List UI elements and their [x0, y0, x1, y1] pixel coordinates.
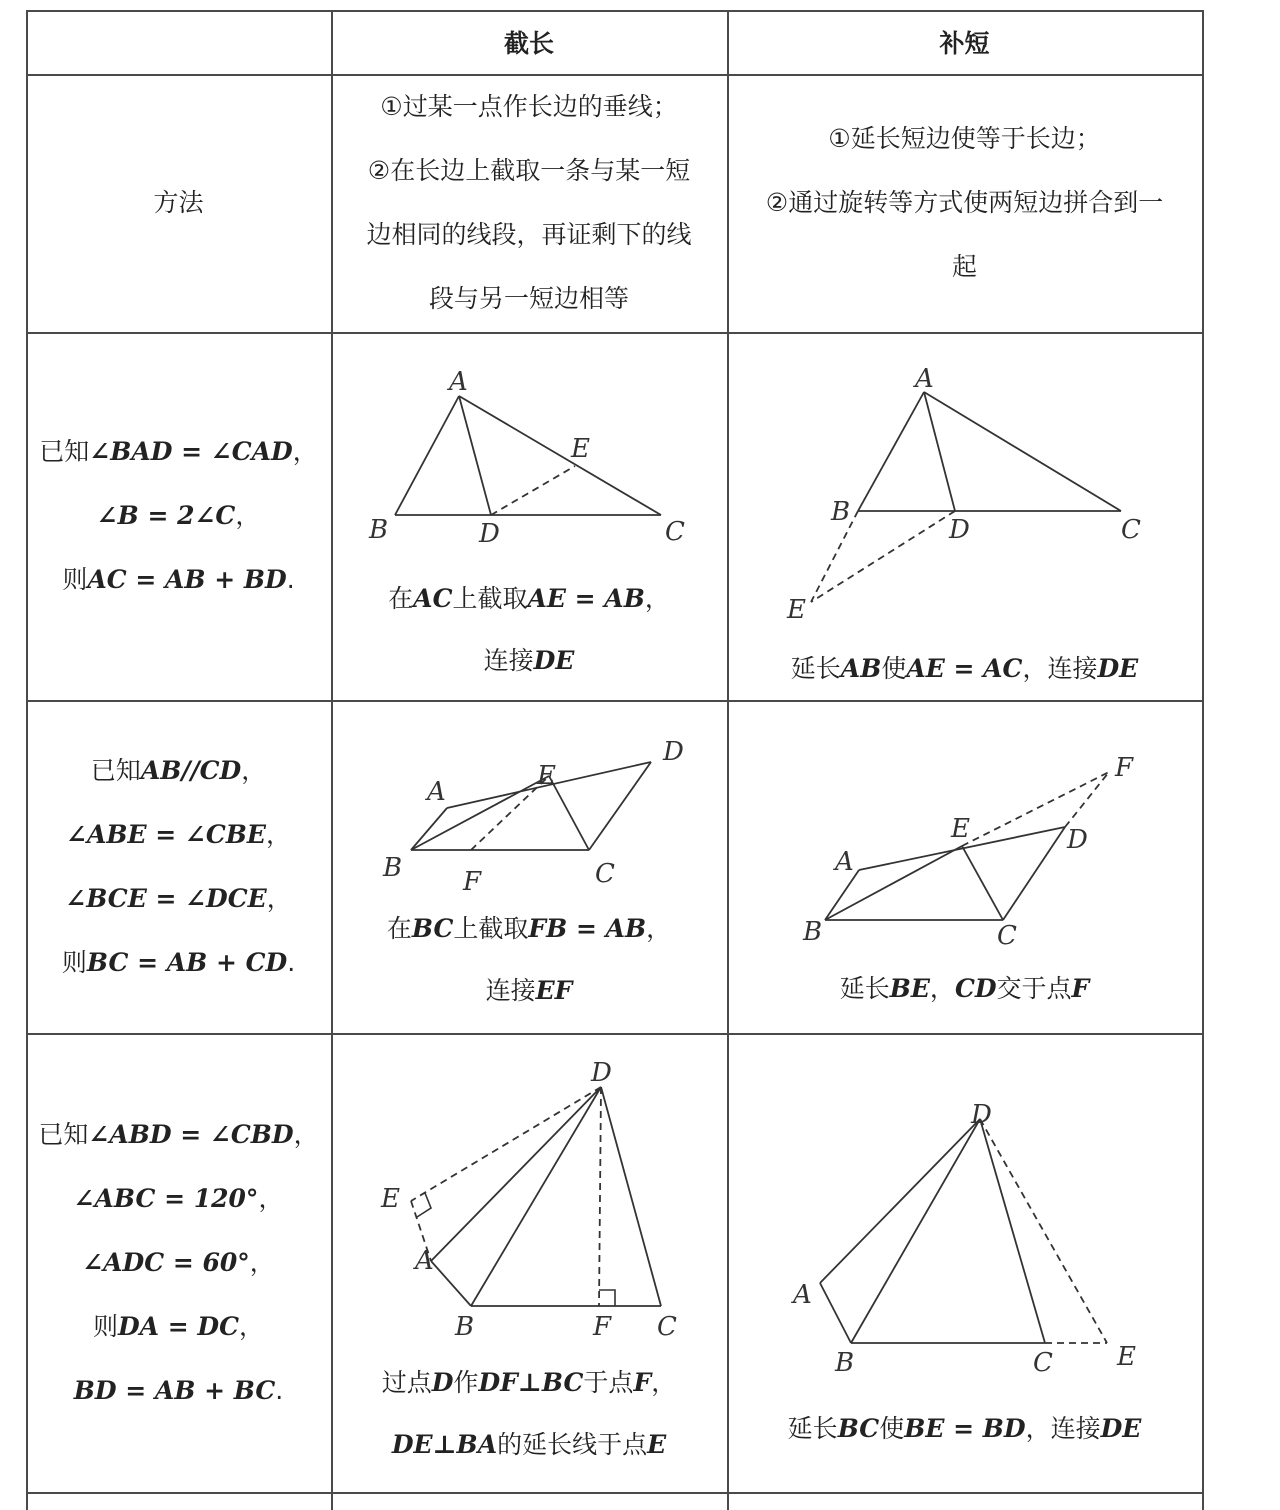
- label-b: B: [803, 917, 823, 947]
- text-line: [62, 548, 294, 612]
- text-fragment: 连接: [483, 646, 534, 675]
- text-fragment: 延长: [839, 974, 890, 1003]
- header-empty: [26, 10, 331, 74]
- segment-dc: [980, 1119, 1045, 1343]
- label-e: E: [787, 595, 806, 625]
- segment-ce: [962, 846, 1003, 920]
- segment-db: [471, 1087, 601, 1306]
- text-fragment: AB//CD: [140, 755, 242, 785]
- text-fragment: 已知: [90, 755, 141, 785]
- label-f: F: [463, 867, 482, 897]
- right-angle-e: [417, 1193, 431, 1217]
- text-fragment: AC: [413, 584, 453, 613]
- text-fragment: AC = AB + BD: [87, 565, 287, 594]
- text-fragment: ∠ABC = 120°: [73, 1183, 259, 1213]
- text-line: [91, 739, 266, 803]
- text-fragment: ，: [235, 501, 261, 530]
- text-fragment: BE = BD: [904, 1414, 1026, 1443]
- text-fragment: E: [647, 1430, 667, 1459]
- text-line: [331, 1414, 727, 1476]
- text-fragment: DF⊥BC: [478, 1368, 584, 1397]
- text-line: [82, 1231, 275, 1295]
- text-fragment: 则: [61, 947, 87, 977]
- text-fragment: 则: [62, 565, 88, 594]
- text-line: [62, 931, 295, 995]
- row1-jiechang-caption: [331, 568, 727, 692]
- segment-dc: [601, 1087, 661, 1306]
- label-d: D: [479, 519, 500, 549]
- text-fragment: DA = DC: [117, 1311, 239, 1341]
- text-line: [331, 960, 727, 1022]
- text-fragment: ∠ABD = ∠CBD: [88, 1119, 294, 1149]
- label-b: B: [835, 1348, 855, 1378]
- label-b: B: [383, 853, 403, 883]
- right-angle-f: [599, 1290, 615, 1306]
- label-c: C: [1033, 1348, 1053, 1378]
- method-line: ②通过旋转等方式使两短边拼合到一: [765, 188, 1164, 217]
- segment-ab: [411, 808, 447, 850]
- text-fragment: CD: [954, 974, 997, 1003]
- text-line: [727, 1398, 1202, 1460]
- text-fragment: 交于点: [996, 974, 1072, 1003]
- row3-buduan-figure: [727, 1033, 1202, 1378]
- text-fragment: ，: [249, 1247, 275, 1277]
- text-fragment: D: [431, 1368, 454, 1397]
- method-line: 边相同的线段，再证剩下的线: [366, 220, 692, 249]
- text-line: [727, 638, 1202, 700]
- segment-ab: [820, 1283, 851, 1343]
- method-label: [26, 74, 331, 332]
- text-fragment: ，: [293, 1119, 319, 1149]
- row1-condition: [26, 332, 331, 700]
- text-line: [66, 803, 291, 867]
- label-d: D: [949, 515, 970, 545]
- text-fragment: DE: [1097, 654, 1139, 683]
- text-fragment: ，: [265, 819, 291, 849]
- text-fragment: .: [286, 565, 295, 594]
- text-fragment: DE: [533, 646, 575, 675]
- text-fragment: F: [633, 1368, 652, 1397]
- method-line: 段与另一短边相等: [428, 284, 629, 313]
- label-b: B: [369, 515, 389, 545]
- label-f: F: [593, 1312, 612, 1342]
- segment-ab: [431, 1261, 471, 1306]
- text-fragment: ，: [266, 883, 292, 913]
- segment-ab: [858, 392, 924, 511]
- segment-cd: [589, 762, 651, 850]
- text-fragment: 上截取: [452, 584, 528, 613]
- method-table: [26, 10, 1204, 1510]
- label-e: E: [1117, 1342, 1136, 1372]
- text-fragment: ∠BCE = ∠DCE: [65, 883, 267, 913]
- row3-jiechang-figure: [331, 1033, 727, 1363]
- segment-de: [491, 466, 575, 515]
- label-b: B: [455, 1312, 475, 1342]
- text-line: [331, 568, 727, 630]
- label-c: C: [997, 921, 1017, 951]
- text-fragment: 延长: [787, 1414, 838, 1443]
- text-fragment: 连接: [485, 976, 536, 1005]
- text-fragment: 已知: [38, 1119, 89, 1149]
- text-line: [74, 1359, 284, 1423]
- text-fragment: 延长: [790, 654, 841, 683]
- segment-ad: [924, 392, 955, 511]
- header-buduan: 补短: [939, 29, 990, 58]
- text-fragment: ，连接: [1022, 654, 1098, 683]
- segment-ac: [459, 396, 661, 515]
- text-fragment: ，: [292, 437, 318, 466]
- method-line: ②在长边上截取一条与某一短: [367, 156, 691, 185]
- label-e: E: [381, 1184, 400, 1214]
- text-fragment: ，: [644, 584, 670, 613]
- text-fragment: 作: [453, 1368, 479, 1397]
- method-buduan: [727, 74, 1202, 332]
- header-jiechang: 截长: [503, 29, 554, 58]
- label-e: E: [537, 761, 556, 791]
- segment-ad: [459, 396, 491, 515]
- label-d: D: [663, 737, 684, 767]
- segment-df: [599, 1087, 601, 1306]
- row3-jiechang-caption: [331, 1352, 727, 1476]
- text-fragment: AE = AC: [906, 654, 1023, 683]
- row2-jiechang-figure: [331, 700, 727, 910]
- segment-de: [980, 1119, 1107, 1343]
- text-fragment: 方法: [153, 188, 204, 217]
- text-fragment: ，: [646, 914, 672, 943]
- label-e: E: [571, 434, 590, 464]
- text-fragment: BC: [411, 914, 454, 943]
- text-fragment: DE: [1100, 1414, 1142, 1443]
- text-fragment: ，: [651, 1368, 677, 1397]
- text-fragment: .: [275, 1375, 284, 1405]
- table-border-right: [1202, 10, 1204, 1510]
- text-line: [727, 958, 1202, 1020]
- label-c: C: [657, 1312, 677, 1342]
- label-a: A: [427, 777, 446, 807]
- text-line: [331, 630, 727, 692]
- text-fragment: DE⊥BA: [391, 1430, 498, 1459]
- text-fragment: ，: [258, 1183, 284, 1213]
- label-a: A: [415, 1246, 434, 1276]
- method-line: ①过某一点作长边的垂线；: [380, 92, 678, 121]
- text-fragment: ，: [241, 755, 267, 785]
- row2-condition: [26, 700, 331, 1033]
- text-fragment: 则: [92, 1311, 118, 1341]
- text-fragment: BC: [837, 1414, 880, 1443]
- label-a: A: [449, 367, 468, 397]
- text-fragment: 于点: [583, 1368, 634, 1397]
- text-fragment: BD = AB + BC: [73, 1375, 276, 1405]
- text-fragment: AE = AB: [527, 584, 645, 613]
- method-line: 起: [951, 252, 977, 281]
- text-fragment: 的延长线于点: [497, 1430, 648, 1459]
- segment-ac: [924, 392, 1121, 511]
- text-fragment: 上截取: [453, 914, 529, 943]
- row1-jiechang-figure: [331, 332, 727, 572]
- label-c: C: [1121, 515, 1141, 545]
- text-fragment: .: [287, 947, 296, 977]
- text-fragment: ∠ABE = ∠CBE: [66, 819, 266, 849]
- row1-buduan-figure: [727, 332, 1202, 632]
- text-line: [97, 484, 261, 548]
- text-line: [74, 1167, 284, 1231]
- text-fragment: 使: [879, 1414, 905, 1443]
- text-fragment: ，: [929, 974, 955, 1003]
- row2-buduan-caption: [727, 958, 1202, 1020]
- method-line: ①延长短边使等于长边；: [828, 124, 1101, 153]
- label-d: D: [971, 1100, 992, 1130]
- segment-ab: [395, 396, 459, 515]
- label-c: C: [665, 517, 685, 547]
- text-fragment: ，连接: [1025, 1414, 1101, 1443]
- text-fragment: ∠B = 2∠C: [96, 501, 236, 530]
- label-c: C: [595, 859, 615, 889]
- text-fragment: ，: [239, 1311, 265, 1341]
- text-fragment: BC = AB + CD: [86, 947, 288, 977]
- label-b: B: [831, 497, 851, 527]
- text-fragment: FB = AB: [528, 914, 647, 943]
- row3-buduan-caption: [727, 1398, 1202, 1460]
- text-fragment: AB: [840, 654, 882, 683]
- text-line: [331, 898, 727, 960]
- text-line: [93, 1295, 264, 1359]
- row2-buduan-figure: [727, 700, 1202, 960]
- text-fragment: EF: [535, 976, 573, 1005]
- label-f: F: [1115, 753, 1134, 783]
- method-jiechang: [331, 74, 727, 332]
- row2-jiechang-caption: [331, 898, 727, 1022]
- text-fragment: F: [1071, 974, 1090, 1003]
- label-a: A: [835, 847, 854, 877]
- label-a: A: [793, 1280, 812, 1310]
- text-fragment: 已知: [39, 437, 90, 466]
- label-d: D: [591, 1058, 612, 1088]
- row-divider: [26, 1492, 1204, 1494]
- text-fragment: 在: [388, 584, 414, 613]
- label-a: A: [915, 364, 934, 394]
- text-line: [38, 1103, 318, 1167]
- text-line: [39, 420, 317, 484]
- segment-df: [1065, 772, 1109, 827]
- row3-condition: [26, 1033, 331, 1492]
- segment-ab: [825, 870, 859, 920]
- text-fragment: ∠BAD = ∠CAD: [89, 437, 293, 466]
- text-fragment: 过点: [381, 1368, 432, 1397]
- text-line: [331, 1352, 727, 1414]
- text-fragment: 在: [386, 914, 412, 943]
- text-fragment: 使: [881, 654, 907, 683]
- label-e: E: [951, 814, 970, 844]
- text-fragment: BE: [889, 974, 930, 1003]
- segment-cd: [1003, 827, 1065, 920]
- label-d: D: [1067, 825, 1088, 855]
- text-line: [65, 867, 291, 931]
- text-fragment: ∠ADC = 60°: [82, 1247, 250, 1277]
- row1-buduan-caption: [727, 638, 1202, 700]
